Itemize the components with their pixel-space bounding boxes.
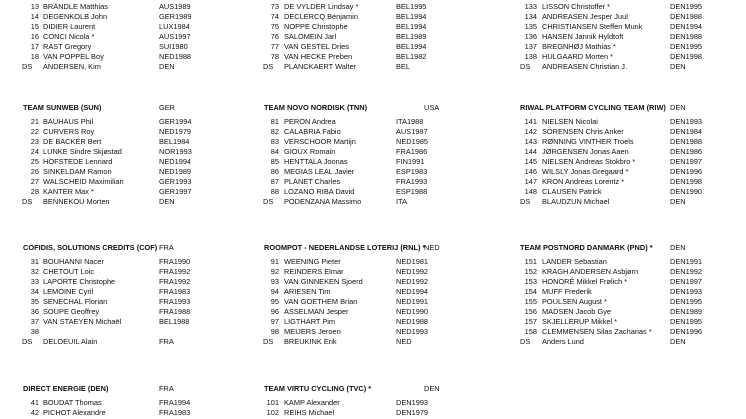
rider-name: CONCI Nicola *	[43, 31, 95, 41]
rider-name: RAST Gregory	[43, 41, 92, 51]
rider-row	[0, 287, 746, 297]
rider-name: BREGNHØJ Mathias *	[542, 41, 616, 51]
ds-nationality: FRA	[159, 337, 174, 347]
bib-number: 137	[524, 41, 537, 51]
rider-row	[0, 408, 746, 418]
ds-label: DS	[520, 61, 531, 71]
rider-name: SINKELDAM Ramon	[43, 167, 112, 177]
rider-nation-year: FRA1993	[396, 177, 428, 187]
rider-name: POULSEN August *	[542, 297, 607, 307]
rider-nation-year: AUS1987	[396, 127, 428, 137]
rider-name: JØRGENSEN Jonas Aaen	[542, 147, 629, 157]
bib-number: 81	[270, 117, 279, 126]
ds-name: ANDERSEN, Kim	[43, 61, 101, 71]
rider-name: DIDIER Laurent	[43, 21, 96, 31]
rider-nation-year: FRA1992	[159, 277, 191, 287]
ds-name: BENNEKOU Morten	[43, 197, 110, 207]
bib-number: 23	[30, 137, 39, 147]
rider-name: BOUDAT Thomas	[43, 398, 102, 407]
rider-name: CALABRIA Fabio	[284, 127, 341, 137]
bib-number: 141	[524, 117, 537, 126]
bib-number: 21	[30, 117, 39, 126]
rider-name: DE VYLDER Lindsay *	[284, 1, 359, 11]
bib-number: 101	[266, 398, 279, 407]
rider-name: LEMOINE Cyril	[43, 287, 94, 297]
bib-number: 156	[524, 307, 537, 317]
ds-name: BLAUDZUN Michael	[542, 197, 610, 207]
bib-number: 25	[30, 157, 39, 167]
rider-nation-year: DEN1993	[396, 398, 429, 407]
rider-name: KAMP Alexander	[284, 398, 340, 407]
rider-name: KRON Andreas Lorentz *	[542, 177, 625, 187]
ds-name: ANDREASEN Christian J.	[542, 61, 628, 71]
rider-name: VAN GESTEL Dries	[284, 41, 349, 51]
rider-nation-year: DEN1990	[670, 187, 703, 197]
rider-name: WALSCHEID Maximilian	[43, 177, 124, 187]
rider-nation-year: GER1993	[159, 177, 192, 187]
rider-nation-year: DEN1995	[670, 41, 703, 51]
team-header	[0, 103, 746, 113]
rider-row	[0, 398, 746, 408]
rider-nation-year: NOR1993	[159, 147, 192, 157]
rider-nation-year: DEN1995	[670, 297, 703, 307]
rider-name: SENECHAL Florian	[43, 297, 108, 307]
ds-name: DELOEUIL Alain	[43, 337, 98, 347]
bib-number: 41	[30, 398, 39, 407]
ds-nationality: ITA	[396, 197, 407, 207]
rider-row	[0, 137, 746, 147]
rider-nation-year: BEL1995	[396, 1, 427, 11]
rider-name: DEGENKOLB John	[43, 11, 108, 21]
bib-number: 14	[30, 11, 39, 21]
rider-nation-year: NED1988	[159, 51, 192, 61]
rider-nation-year: DEN1993	[670, 287, 703, 297]
rider-name: HONORÉ Mikkel Frølich *	[542, 277, 627, 287]
rider-nation-year: DEN1997	[670, 157, 703, 167]
rider-nation-year: DEN1991	[670, 257, 703, 266]
rider-nation-year: DEN1988	[670, 11, 703, 21]
rider-nation-year: NED1991	[396, 297, 429, 307]
bib-number: 28	[30, 187, 39, 197]
bib-number: 151	[524, 257, 537, 266]
rider-nation-year: GER1997	[159, 187, 192, 197]
rider-name: REINDERS Elmar	[284, 267, 344, 277]
bib-number: 142	[524, 127, 537, 137]
rider-name: VAN GINNEKEN Sjoerd	[284, 277, 363, 287]
ds-label: DS	[263, 61, 274, 71]
bib-number: 75	[270, 21, 279, 31]
rider-name: MUFF Frederik	[542, 287, 592, 297]
rider-name: PLANET Charles	[284, 177, 341, 187]
rider-name: SÖRENSEN Chris Anker	[542, 127, 624, 137]
ds-nationality: DEN	[159, 61, 175, 71]
team-nationality: GER	[159, 103, 176, 112]
rider-nation-year: FRA1994	[159, 398, 191, 407]
rider-row	[0, 257, 746, 267]
directeur-sportif-row	[0, 62, 746, 72]
rider-nation-year: NED1988	[396, 317, 429, 327]
rider-name: RØNNING VINTHER Troels	[542, 137, 634, 147]
bib-number: 134	[524, 11, 537, 21]
team-nationality: FRA	[159, 384, 174, 393]
rider-nation-year: ITA1988	[396, 117, 424, 126]
bib-number: 32	[30, 267, 39, 277]
rider-nation-year: DEN1995	[670, 317, 703, 327]
bib-number: 22	[30, 127, 39, 137]
rider-nation-year: FRA1990	[159, 257, 191, 266]
bib-number: 15	[30, 21, 39, 31]
ds-nationality: DEN	[159, 197, 175, 207]
rider-name: ASSELMAN Jesper	[284, 307, 349, 317]
rider-nation-year: FRA1988	[159, 307, 191, 317]
bib-number: 86	[270, 167, 279, 177]
rider-nation-year: FRA1986	[396, 147, 428, 157]
rider-row	[0, 157, 746, 167]
bib-number: 92	[270, 267, 279, 277]
ds-nationality: DEN	[670, 61, 686, 71]
bib-number: 95	[270, 297, 279, 307]
rider-name: REIHS Michael	[284, 408, 335, 418]
bib-number: 96	[270, 307, 279, 317]
rider-nation-year: FRA1992	[159, 267, 191, 277]
rider-name: HANSEN Jannik Hyldtoft	[542, 31, 624, 41]
rider-name: ARIESEN Tim	[284, 287, 331, 297]
rider-name: VAN HECKE Preben	[284, 51, 353, 61]
bib-number: 84	[270, 147, 279, 157]
rider-name: PERON Andrea	[284, 117, 336, 126]
rider-nation-year: AUS1997	[159, 31, 191, 41]
rider-name: DECLERCQ Benjamin	[284, 11, 358, 21]
rider-name: CHETOUT Loic	[43, 267, 95, 277]
rider-nation-year: LUX1984	[159, 21, 190, 31]
rider-name: HENTTALA Joonas	[284, 157, 348, 167]
rider-nation-year: DEN1992	[670, 267, 703, 277]
rider-nation-year: DEN1979	[396, 408, 429, 418]
rider-nation-year: NED1979	[159, 127, 192, 137]
bib-number: 38	[30, 327, 39, 337]
rider-name: LOZANO RIBA David	[284, 187, 355, 197]
bib-number: 42	[30, 408, 39, 418]
rider-nation-year: DEN1998	[670, 51, 703, 61]
bib-number: 26	[30, 167, 39, 177]
team-name: TEAM NOVO NORDISK (TNN)	[264, 103, 368, 112]
rider-nation-year: ESP1983	[396, 167, 428, 177]
rider-name: HOFSTEDE Lennard	[43, 157, 113, 167]
rider-name: ANDREASEN Jesper Juul	[542, 11, 628, 21]
bib-number: 24	[30, 147, 39, 157]
rider-nation-year: NED1990	[396, 307, 429, 317]
bib-number: 148	[524, 187, 537, 197]
bib-number: 93	[270, 277, 279, 287]
rider-name: CURVERS Roy	[43, 127, 95, 137]
ds-label: DS	[263, 337, 274, 347]
rider-row	[0, 22, 746, 32]
team-name: TEAM VIRTU CYCLING (TVC) *	[264, 384, 372, 393]
team-name: RIWAL PLATFORM CYCLING TEAM (RIW)	[520, 103, 666, 112]
bib-number: 17	[30, 41, 39, 51]
rider-name: MEGIAS LEAL Javier	[284, 167, 355, 177]
bib-number: 97	[270, 317, 279, 327]
ds-nationality: DEN	[670, 197, 686, 207]
team-name: DIRECT ENERGIE (DEN)	[23, 384, 109, 393]
bib-number: 74	[270, 11, 279, 21]
rider-nation-year: BEL1988	[159, 317, 190, 327]
bib-number: 144	[524, 147, 537, 157]
rider-name: SOUPE Geoffrey	[43, 307, 100, 317]
ds-name: Anders Lund	[542, 337, 584, 347]
team-header	[0, 384, 746, 394]
ds-label: DS	[520, 197, 531, 207]
rider-nation-year: BEL1994	[396, 11, 427, 21]
rider-name: LAPORTE Christophe	[43, 277, 116, 287]
rider-nation-year: NED1992	[396, 267, 429, 277]
rider-name: SALOMEIN Jarl	[284, 31, 337, 41]
bib-number: 18	[30, 51, 39, 61]
bib-number: 146	[524, 167, 537, 177]
rider-name: CLEMMENSEN Silas Zacharias *	[542, 327, 652, 337]
bib-number: 154	[524, 287, 537, 297]
rider-nation-year: AUS1989	[159, 1, 191, 11]
rider-nation-year: DEN1986	[670, 147, 703, 157]
rider-nation-year: BEL1994	[396, 41, 427, 51]
ds-name: PLANCKAERT Walter	[284, 61, 357, 71]
bib-number: 98	[270, 327, 279, 337]
bib-number: 82	[270, 127, 279, 137]
rider-nation-year: BEL1989	[396, 31, 427, 41]
rider-name: KRAGH ANDERSEN Asbjørn	[542, 267, 639, 277]
ds-nationality: BEL	[396, 61, 410, 71]
rider-nation-year: GER1994	[159, 117, 192, 126]
rider-row	[0, 127, 746, 137]
rider-name: BRÄNDLE Matthias	[43, 1, 108, 11]
bib-number: 83	[270, 137, 279, 147]
rider-name: MEIJERS Jeroen	[284, 327, 341, 337]
rider-name: DE BACKER Bert	[43, 137, 102, 147]
rider-nation-year: GER1989	[159, 11, 192, 21]
rider-nation-year: BEL1982	[396, 51, 427, 61]
rider-row	[0, 177, 746, 187]
team-name: TEAM SUNWEB (SUN)	[23, 103, 102, 112]
rider-name: CLAUSEN Patrick	[542, 187, 602, 197]
ds-nationality: NED	[396, 337, 412, 347]
bib-number: 31	[30, 257, 39, 266]
bib-number: 78	[270, 51, 279, 61]
rider-nation-year: NED1992	[396, 277, 429, 287]
bib-number: 13	[30, 1, 39, 11]
bib-number: 27	[30, 177, 39, 187]
bib-number: 94	[270, 287, 279, 297]
team-nationality: DEN	[670, 103, 686, 112]
bib-number: 102	[266, 408, 279, 418]
rider-nation-year: ESP1988	[396, 187, 428, 197]
rider-name: BOUHANNI Nacer	[43, 257, 104, 266]
bib-number: 16	[30, 31, 39, 41]
bib-number: 91	[270, 257, 279, 266]
rider-row	[0, 317, 746, 327]
bib-number: 87	[270, 177, 279, 187]
rider-row	[0, 327, 746, 337]
ds-label: DS	[263, 197, 274, 207]
rider-name: HULGAARD Morten *	[542, 51, 614, 61]
team-nationality: FRA	[159, 243, 174, 252]
directeur-sportif-row	[0, 337, 746, 347]
rider-name: NOPPE Christophe	[284, 21, 348, 31]
rider-name: MADSEN Jacob Gye	[542, 307, 612, 317]
rider-name: BAUHAUS Phil	[43, 117, 94, 126]
rider-nation-year: DEN1994	[670, 21, 703, 31]
rider-name: NIELSEN Andreas Stokbro *	[542, 157, 636, 167]
rider-nation-year: NED1989	[159, 167, 192, 177]
rider-nation-year: DEN1989	[670, 307, 703, 317]
rider-name: VAN GOETHEM Brian	[284, 297, 358, 307]
rider-nation-year: BEL1994	[396, 21, 427, 31]
rider-name: KANTER Max *	[43, 187, 94, 197]
rider-nation-year: DEN1998	[670, 177, 703, 187]
team-nationality: NED	[424, 243, 440, 252]
bib-number: 88	[270, 187, 279, 197]
rider-nation-year: DEN1996	[670, 327, 703, 337]
bib-number: 34	[30, 287, 39, 297]
rider-nation-year: NED1994	[159, 157, 192, 167]
team-nationality: DEN	[424, 384, 440, 393]
rider-name: LUNKE Sindre Skjøstad	[43, 147, 122, 157]
rider-nation-year: DEN1997	[670, 277, 703, 287]
rider-name: VAN STAEYEN Michaël	[43, 317, 122, 327]
rider-nation-year: FRA1993	[159, 297, 191, 307]
rider-row	[0, 52, 746, 62]
rider-nation-year: BEL1984	[159, 137, 190, 147]
bib-number: 155	[524, 297, 537, 307]
team-name: COFIDIS, SOLUTIONS CREDITS (COF)	[23, 243, 158, 252]
ds-label: DS	[22, 337, 33, 347]
rider-nation-year: SUI1980	[159, 41, 188, 51]
rider-name: SKJELLERUP Mikkel *	[542, 317, 618, 327]
team-nationality: USA	[424, 103, 440, 112]
bib-number: 145	[524, 157, 537, 167]
bib-number: 36	[30, 307, 39, 317]
rider-nation-year: NED1994	[396, 287, 429, 297]
bib-number: 152	[524, 267, 537, 277]
ds-nationality: DEN	[670, 337, 686, 347]
rider-row	[0, 277, 746, 287]
bib-number: 135	[524, 21, 537, 31]
bib-number: 133	[524, 1, 537, 11]
bib-number: 153	[524, 277, 537, 287]
rider-name: LANDER Sebastian	[542, 257, 607, 266]
rider-nation-year: DEN1995	[670, 1, 703, 11]
bib-number: 158	[524, 327, 537, 337]
rider-row	[0, 297, 746, 307]
ds-label: DS	[22, 197, 33, 207]
rider-nation-year: FRA1983	[159, 408, 191, 418]
rider-nation-year: NED1981	[396, 257, 429, 266]
rider-name: VERSCHOOR Martijn	[284, 137, 356, 147]
team-nationality: DEN	[670, 243, 686, 252]
rider-name: GIOUX Romain	[284, 147, 336, 157]
bib-number: 35	[30, 297, 39, 307]
rider-nation-year: DEN1984	[670, 127, 703, 137]
rider-row	[0, 147, 746, 157]
rider-row	[0, 187, 746, 197]
rider-row	[0, 267, 746, 277]
rider-name: LISSON Christoffer *	[542, 1, 611, 11]
rider-row	[0, 167, 746, 177]
rider-name: PICHOT Alexandre	[43, 408, 106, 418]
ds-label: DS	[22, 61, 33, 71]
rider-name: VAN POPPEL Boy	[43, 51, 104, 61]
ds-name: BREUKINK Erik	[284, 337, 337, 347]
bib-number: 157	[524, 317, 537, 327]
directeur-sportif-row	[0, 197, 746, 207]
bib-number: 138	[524, 51, 537, 61]
rider-nation-year: NED1993	[396, 327, 429, 337]
rider-row	[0, 2, 746, 12]
bib-number: 33	[30, 277, 39, 287]
bib-number: 77	[270, 41, 279, 51]
rider-row	[0, 117, 746, 127]
rider-name: WILSLY Jonas Gregaard *	[542, 167, 629, 177]
rider-nation-year: DEN1993	[670, 117, 703, 126]
bib-number: 147	[524, 177, 537, 187]
rider-nation-year: FRA1983	[159, 287, 191, 297]
team-header	[0, 243, 746, 253]
rider-nation-year: DEN1988	[670, 137, 703, 147]
bib-number: 37	[30, 317, 39, 327]
rider-name: WEENING Pieter	[284, 257, 341, 266]
bib-number: 136	[524, 31, 537, 41]
ds-label: DS	[520, 337, 531, 347]
rider-row	[0, 307, 746, 317]
rider-nation-year: FIN1991	[396, 157, 425, 167]
team-name: ROOMPOT - NEDERLANDSE LOTERIJ (RNL) *	[264, 243, 426, 252]
rider-name: CHRISTIANSEN Steffen Munk	[542, 21, 643, 31]
rider-row	[0, 42, 746, 52]
rider-nation-year: DEN1988	[670, 31, 703, 41]
bib-number: 73	[270, 1, 279, 11]
rider-name: LIGTHART Pim	[284, 317, 336, 327]
bib-number: 143	[524, 137, 537, 147]
bib-number: 85	[270, 157, 279, 167]
rider-nation-year: NED1985	[396, 137, 429, 147]
team-name: TEAM POSTNORD DANMARK (PND) *	[520, 243, 653, 252]
rider-row	[0, 32, 746, 42]
bib-number: 76	[270, 31, 279, 41]
rider-row	[0, 12, 746, 22]
rider-nation-year: DEN1996	[670, 167, 703, 177]
rider-name: NIELSEN Nicolai	[542, 117, 598, 126]
ds-name: PODENZANA Massimo	[284, 197, 362, 207]
